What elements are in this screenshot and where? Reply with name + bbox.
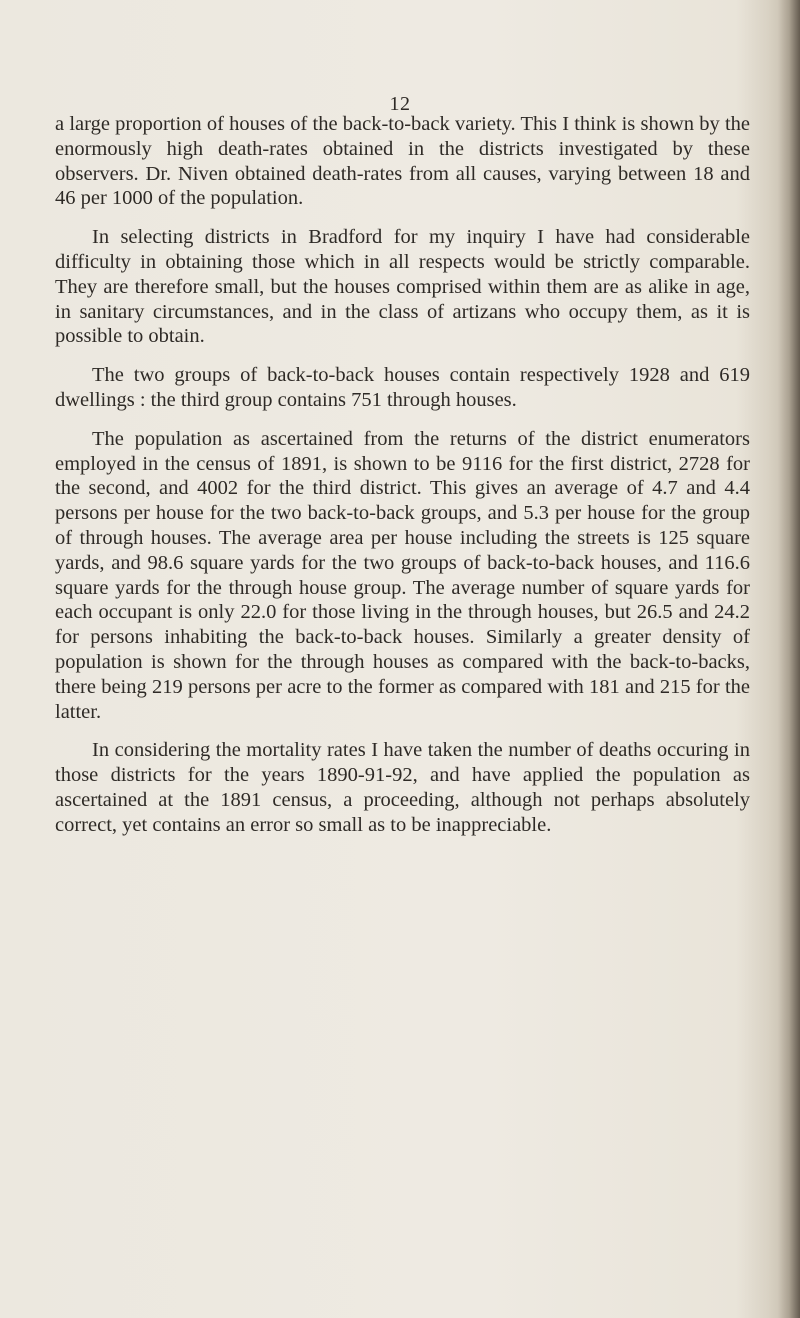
paragraph: In selecting districts in Bradford for my inquiry I have had considerable difficulty in obtaining those which in all respects would be strictly comparable. They are therefore small, but the houses comprised within them are as alike in age, in sanitary circumstances, and in the class of artizans who occupy them, as it is possible to obtain. [55, 226, 750, 348]
page-edge-shadow [778, 0, 800, 1318]
paragraph: In considering the mortality rates I have taken the number of deaths occuring in those districts for the years 1890-91-92, and have applied the population as ascertained at the 1891 census, a proceeding, although not perhaps absolutely correct, yet contains an error so small as to be inappreciable. [55, 739, 750, 836]
body-text [55, 112, 750, 852]
page-number: 12 [389, 93, 411, 115]
paragraph: The two groups of back-to-back houses contain respectively 1928 and 619 dwellings : the third group contains 751 through houses. [55, 364, 750, 411]
paragraph: a large proportion of houses of the back-to-back variety. This I think is shown by the enormously high death-rates obtained in the districts investigated by these observers. Dr. Niven obtained death-rates from all causes, varying between 18 and 46 per 1000 of the population. [55, 113, 750, 210]
paragraph: The population as ascertained from the returns of the district enumerators employed in the census of 1891, is shown to be 9116 for the first district, 2728 for the second, and 4002 for the third district. This gives an average of 4.7 and 4.4 persons per house for the two back-to-back groups, and 5.3 per house for the group of through houses. The average area per house including the streets is 125 square yards, and 98.6 square yards for the two groups of back-to-back houses, and 116.6 square yards for the through house group. The average number of square yards for each occupant is only 22.0 for those living in the through houses, but 26.5 and 24.2 for persons inhabiting the back-to-back houses. Similarly a greater density of population is shown for the through houses as compared with the back-to-backs, there being 219 persons per acre to the former as compared with 181 and 215 for the latter. [55, 427, 750, 723]
